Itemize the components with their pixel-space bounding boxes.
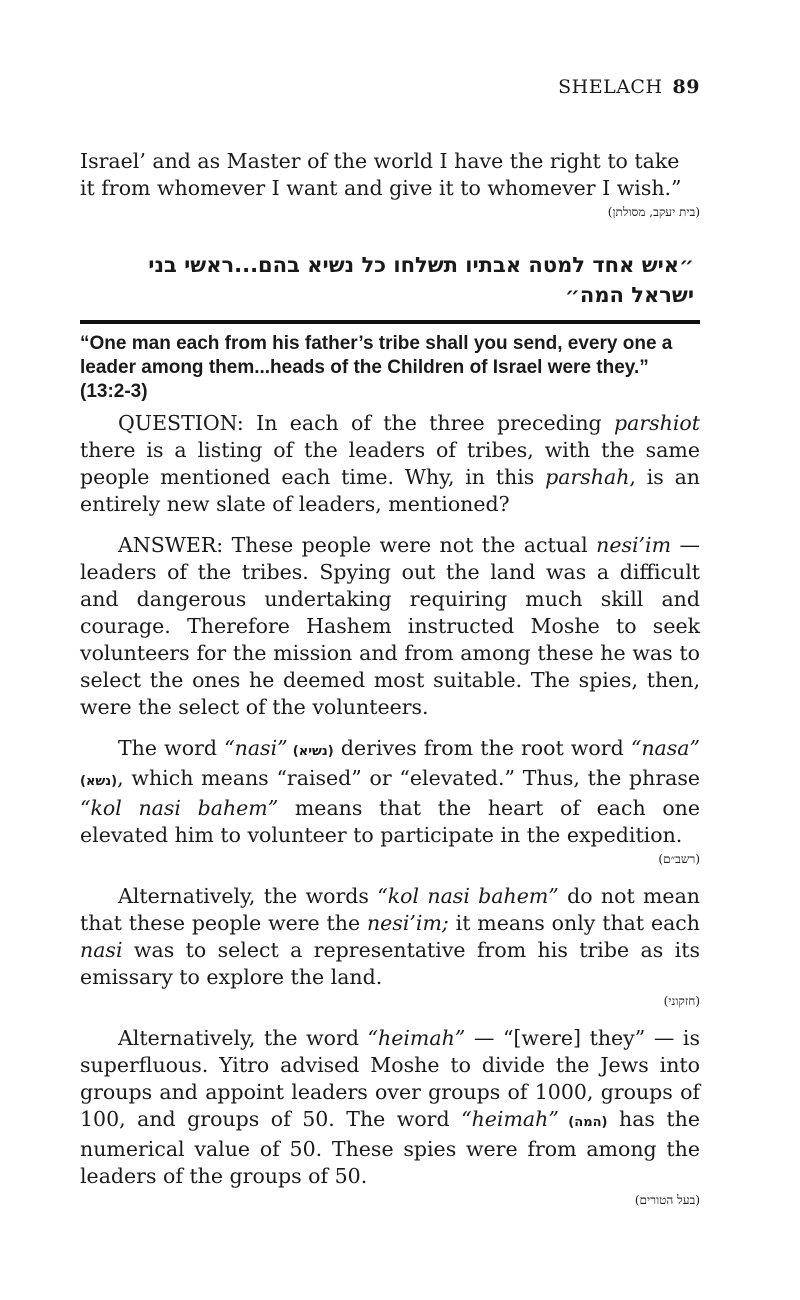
answer-label: ANSWER: [118, 533, 224, 557]
answer-paragraph: ANSWER: These people were not the actual nesi’im — leaders of the tribes. Spying out the land was a difficult and dangerous undertaking requiring much skill and courage. Therefore Hashem instructed Moshe to seek volunteers for the mission and from among these he was to select the ones he deemed most suitable. The spies, then, were the select of the volunteers. [80, 533, 700, 719]
alternative-paragraph-2: Alternatively, the word “heimah” — “[were] they” — is superfluous. Yitro advised Moshe to divide the Jews into groups and appoint leaders over groups of 1000, groups of 100, and groups of 50. The word “heimah” (המה) has the numerical value of 50. These spies were from among the leaders of the groups of 50. [80, 1026, 700, 1188]
running-head [558, 76, 700, 98]
source-citation: (חזקוני) [663, 994, 700, 1008]
opening-paragraph: Israel’ and as Master of the world I have the right to take it from whomever I want and give it to whomever I wish.” [80, 149, 682, 200]
section-title: SHELACH [558, 76, 663, 98]
content [80, 148, 700, 1208]
source-citation: (בית יעקב, מסולתן) [607, 205, 700, 219]
source-citation: (רשב״ם) [658, 852, 700, 866]
source-citation: (בעל הטורים) [634, 1193, 700, 1207]
nasi-paragraph: The word “nasi” (נשיא) derives from the root word “nasa” (נשא), which means “raised” or “elevated.” Thus, the phrase “kol nasi bahem” means that the heart of each one elevated him to volunteer to participate in the expedition. [80, 736, 701, 847]
page-number: 89 [672, 76, 700, 98]
alternative-paragraph-1: Alternatively, the words “kol nasi bahem” do not mean that these people were the nesi’im; it means only that each nasi was to select a representative from his tribe as its emissary to explore the land. [80, 884, 700, 989]
verse-english: “One man each from his father’s tribe shall you send, every one a leader among them...heads of the Children of Israel were they.” (13:2-3) [80, 333, 673, 402]
divider [80, 320, 700, 324]
question-paragraph: QUESTION: In each of the three preceding parshiot there is a listing of the leaders of tribes, with the same people mentioned each time. Why, in this parshah, is an entirely new slate of leaders, mentioned? [80, 411, 700, 516]
question-label: QUESTION: [118, 411, 244, 435]
verse-hebrew: ״איש אחד למטה אבתיו תשלחו כל נשיא בהם...ראשי בני ישראל המה״ [148, 253, 694, 307]
